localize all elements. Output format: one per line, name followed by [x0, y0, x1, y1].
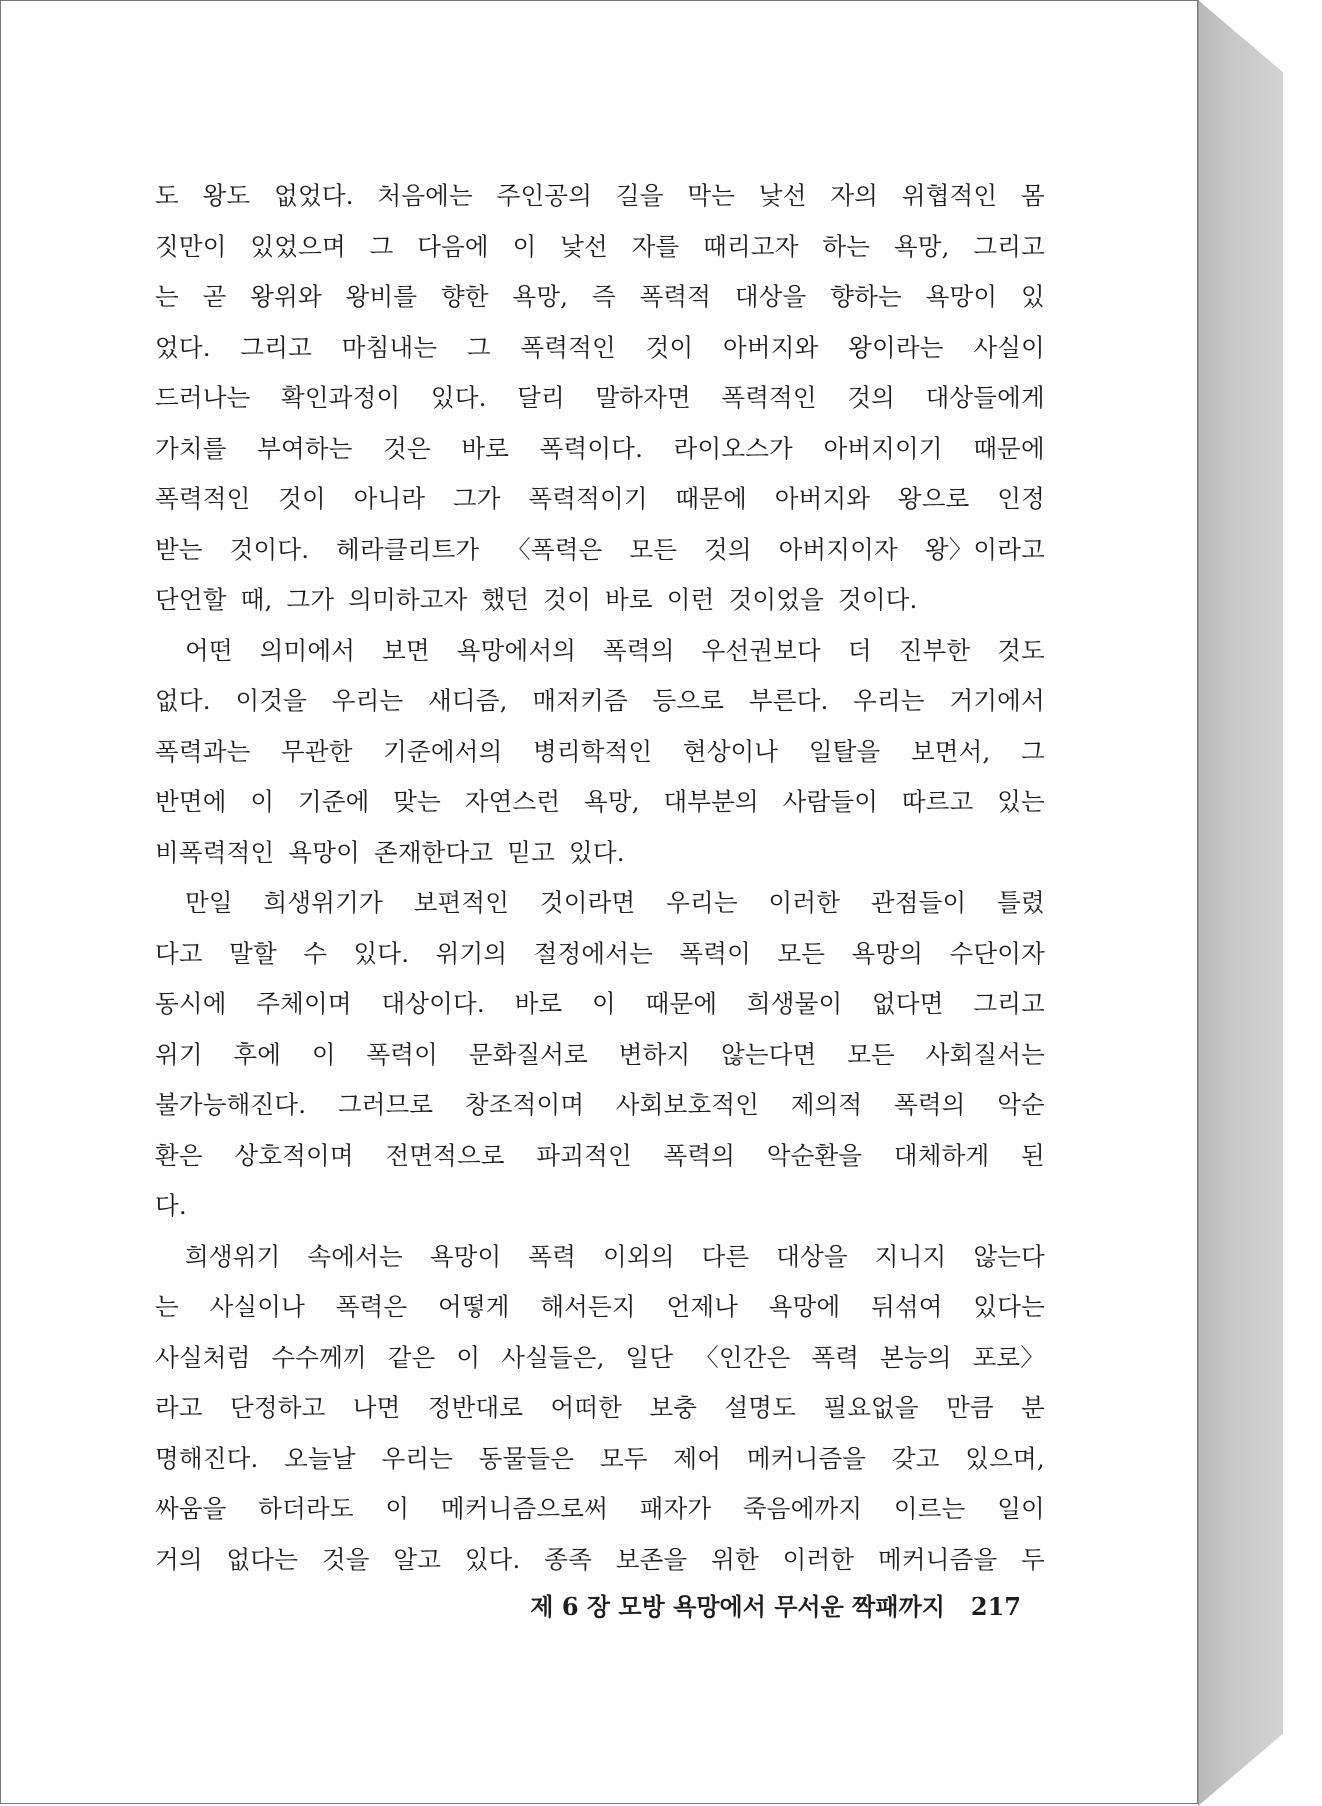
word: 현상이나 [682, 736, 779, 766]
word: 위협적인 [901, 181, 998, 210]
word: 메커니즘을 [746, 1443, 867, 1473]
word: 없었다. [274, 181, 354, 210]
word: 그리고 [973, 989, 1045, 1018]
word: 이런 [666, 585, 715, 614]
word: 하더라도 [258, 1494, 354, 1523]
word: 오늘날 [284, 1443, 356, 1473]
word: 사실들은, [501, 1342, 605, 1372]
word: 명해진다. [155, 1443, 259, 1473]
word: 〈인간은 [694, 1342, 791, 1372]
word: 헤라클리트가 [336, 534, 480, 564]
word: 메커니즘으로써 [440, 1494, 608, 1523]
word: 병리학적인 [532, 736, 653, 766]
running-head: 제 6 장 모방 욕망에서 무서운 짝패까지 [530, 1592, 945, 1621]
word: 아니라 [353, 484, 426, 513]
word: 위기의 [435, 938, 508, 968]
word: 악순 [997, 1090, 1045, 1119]
word: 틀렸 [997, 888, 1045, 917]
word: 사람들이 [782, 787, 879, 816]
word: 그 [1021, 736, 1045, 766]
word: 지니지 [874, 1241, 947, 1271]
text-line [155, 1535, 1045, 1586]
word: 보면서, [910, 736, 991, 766]
word: 자를 [631, 231, 680, 261]
word: 종족 [544, 1544, 593, 1574]
word: 왕〉이라고 [924, 534, 1045, 564]
word: 이 [311, 1039, 336, 1069]
text-line [155, 1030, 1045, 1081]
word: 다. [155, 1191, 187, 1220]
word: 필요없을 [823, 1393, 919, 1422]
word: 메커니즘을 [877, 1544, 998, 1574]
word: 그 [369, 231, 394, 261]
word: 비폭력적인 [155, 837, 275, 867]
word: 주인공의 [496, 181, 593, 210]
word: 대상들에게 [925, 383, 1045, 412]
word: 있으며, [965, 1443, 1045, 1473]
word: 동물들은 [478, 1443, 575, 1473]
word: 바로 [461, 433, 510, 463]
word: 대체하게 [893, 1140, 990, 1170]
word: 관점들이 [870, 888, 967, 917]
word: 파괴적인 [536, 1140, 632, 1170]
word: 라이오스가 [673, 433, 793, 463]
word: 받는 [155, 534, 203, 564]
word: 향한 [440, 282, 489, 311]
word: 모든 [847, 1039, 895, 1069]
word: 했던 [481, 585, 530, 614]
word: 있 [1021, 282, 1045, 311]
word: 라고 [155, 1393, 203, 1422]
text-line [155, 575, 1045, 626]
word: 폭력적이기 [528, 484, 648, 513]
word: 욕망이 [925, 282, 998, 311]
word: 동시에 [155, 989, 227, 1018]
word: 어떤 [185, 635, 233, 665]
word: 모든 [629, 534, 678, 564]
word: 것의 [847, 383, 896, 412]
text-line [155, 676, 1045, 727]
word: 일이 [997, 1494, 1045, 1523]
word: 곧 [202, 282, 227, 311]
word: 기준에 [297, 787, 370, 816]
word: 바로 [514, 989, 563, 1018]
word: 불가능해진다. [155, 1090, 307, 1119]
text-line [155, 1484, 1045, 1535]
page-footer [521, 1587, 1021, 1622]
word: 길을 [615, 181, 664, 210]
word: 다고 [155, 938, 203, 968]
word: 보존을 [615, 1544, 688, 1574]
word: 없다면 [872, 989, 944, 1018]
word: 이르는 [893, 1494, 966, 1523]
word: 폭력의 [663, 1140, 736, 1170]
word: 것을 [321, 1544, 370, 1574]
text-line [155, 1080, 1045, 1131]
word: 폭력은 [335, 1292, 408, 1321]
word: 패자가 [639, 1494, 712, 1523]
text-line [155, 373, 1045, 424]
word: 확인과정이 [280, 383, 401, 412]
word: 그리고 [973, 231, 1045, 261]
word: 있다. [353, 938, 410, 968]
word: 대상을 [776, 1241, 848, 1271]
word: 폭력적인 [520, 332, 616, 362]
word: 자연스런 [464, 787, 561, 816]
word: 대상이다. [381, 989, 485, 1018]
word: 도 [155, 181, 179, 210]
word: 달리 [517, 383, 565, 412]
word: 폭력적 [639, 282, 712, 311]
word: 사실이나 [209, 1292, 306, 1321]
word: 왕도 [202, 181, 251, 210]
word: 욕망에 [768, 1292, 841, 1321]
word: 설명도 [724, 1393, 797, 1422]
word: 이 [456, 1342, 481, 1372]
text-line [155, 727, 1045, 778]
word: 있는 [997, 787, 1045, 816]
word: 욕망에서의 [456, 635, 577, 665]
word: 폭력이 [366, 1039, 439, 1069]
word: 드러나는 [155, 383, 251, 412]
word: 욕망이 [288, 837, 360, 867]
word: 었다. [155, 332, 211, 362]
word: 단정하고 [230, 1393, 326, 1422]
word: 왕비를 [345, 282, 418, 311]
text-line [155, 929, 1045, 980]
word: 싸움을 [155, 1494, 227, 1523]
word: 된 [1021, 1140, 1045, 1170]
word: 우리는 [666, 888, 738, 917]
word: 문화질서로 [468, 1039, 589, 1069]
word: 욕망의 [851, 938, 924, 968]
text-line [155, 525, 1045, 576]
word: 의미에서 [259, 635, 356, 665]
word: 위한 [711, 1544, 759, 1574]
text-line [155, 1232, 1045, 1283]
word: 거기에서 [949, 686, 1045, 715]
word: 낯선 [758, 181, 807, 210]
word: 때리고자 [703, 231, 799, 261]
word: 있다. [569, 837, 625, 867]
word: 분 [1021, 1393, 1045, 1422]
word: 맞는 [393, 787, 442, 816]
word: 믿고 [507, 837, 556, 867]
word: 있다. [430, 383, 487, 412]
text-line [155, 878, 1045, 929]
body-text [155, 171, 1045, 1585]
word: 그 [466, 332, 491, 362]
word: 부여하는 [257, 433, 353, 463]
text-line [155, 1181, 1045, 1232]
word: 때문에 [645, 989, 718, 1018]
text-line [155, 171, 1045, 222]
word: 주체이며 [256, 989, 352, 1018]
word: 것의 [703, 534, 752, 564]
word: 이것을 [235, 686, 308, 715]
text-line [155, 979, 1045, 1030]
word: 거의 [155, 1544, 203, 1574]
word: 존재한다고 [373, 837, 494, 867]
word: 폭력이 [679, 938, 751, 968]
word: 희생물이 [746, 989, 843, 1018]
word: 아버지와 [774, 484, 871, 513]
word: 사실처럼 [155, 1342, 251, 1372]
word: 절정에서는 [533, 938, 653, 968]
word: 폭력과는 [155, 736, 251, 766]
word: 환은 [155, 1140, 203, 1170]
word: 그리고 [240, 332, 313, 362]
word: 것이라면 [539, 888, 636, 917]
word: 마침내는 [341, 332, 438, 362]
word: 욕망, [893, 231, 950, 261]
word: 사실이 [973, 332, 1045, 362]
word: 말하자면 [595, 383, 691, 412]
word: 바로 [605, 585, 653, 614]
word: 이 [592, 989, 616, 1018]
word: 인정 [997, 484, 1045, 513]
word: 우선권보다 [701, 635, 821, 665]
text-line [155, 323, 1045, 374]
word: 것이 [278, 484, 326, 513]
word: 우리는 [331, 686, 404, 715]
text-line [155, 1383, 1045, 1434]
word: 것이다. [229, 534, 310, 564]
word: 보충 [649, 1393, 698, 1422]
word: 것은 [383, 433, 431, 463]
text-line [155, 1333, 1045, 1384]
word: 우리는 [853, 686, 925, 715]
word: 향하는 [830, 282, 902, 311]
word: 사회보호적인 [615, 1090, 760, 1119]
word: 즉 [591, 282, 616, 311]
word: 몸 [1021, 181, 1045, 210]
word: 일단 [625, 1342, 674, 1372]
word: 왕이라는 [848, 332, 944, 362]
word: 보면 [382, 635, 430, 665]
word: 알고 [393, 1544, 442, 1574]
word: 등으로 [652, 686, 725, 715]
word: 자의 [830, 181, 879, 210]
word: 없다. [155, 686, 211, 715]
word: 사회질서는 [925, 1039, 1045, 1069]
word: 폭력이다. [539, 433, 644, 463]
word: 후에 [233, 1039, 282, 1069]
word: 것이 [543, 585, 592, 614]
word: 다른 [701, 1241, 750, 1271]
text-line [155, 1282, 1045, 1333]
word: 일탈을 [808, 736, 881, 766]
word: 아버지이기 [823, 433, 943, 463]
word: 는 [155, 282, 179, 311]
word: 더 [847, 635, 872, 665]
word: 뒤섞여 [871, 1292, 943, 1321]
word: 않는다 [973, 1241, 1045, 1271]
word: 제의적 [790, 1090, 863, 1119]
word: 그가 [286, 585, 335, 614]
word: 수수께끼 [271, 1342, 367, 1372]
text-line [155, 272, 1045, 323]
word: 단언할 [155, 585, 227, 614]
word: 아버지이자 [778, 534, 898, 564]
text-line [155, 1434, 1045, 1485]
word: 창조적이며 [464, 1090, 585, 1119]
word: 것이 [645, 332, 694, 362]
word: 하는 [822, 231, 871, 261]
word: 위기 [155, 1039, 203, 1069]
text-line [155, 222, 1045, 273]
word: 정반대로 [427, 1393, 524, 1422]
text-line [155, 474, 1045, 525]
word: 이 [385, 1494, 410, 1523]
word: 속에서는 [307, 1241, 403, 1271]
word: 아버지와 [723, 332, 819, 362]
word: 욕망이 [429, 1241, 502, 1271]
word: 것이다. [837, 585, 918, 614]
word: 의미하고자 [348, 585, 468, 614]
word: 폭력적인 [155, 484, 251, 513]
word: 상호적이며 [234, 1140, 354, 1170]
word: 폭력의 [893, 1090, 966, 1119]
word: 이러한 [768, 888, 841, 917]
word: 않는다면 [721, 1039, 817, 1069]
word: 가치를 [155, 433, 227, 463]
word: 어떠한 [550, 1393, 623, 1422]
word: 있다. [464, 1544, 521, 1574]
word: 희생위기 [185, 1241, 281, 1271]
word: 때, [240, 585, 273, 614]
word: 반면에 [155, 787, 227, 816]
word: 대부분의 [663, 787, 759, 816]
word: 폭력적인 [721, 383, 817, 412]
page-number: 217 [970, 1592, 1021, 1621]
word: 언제나 [666, 1292, 739, 1321]
word: 만일 [185, 888, 233, 917]
word: 수 [303, 938, 328, 968]
word: 폭력 [528, 1241, 577, 1271]
text-line [155, 828, 1045, 879]
word: 때문에 [675, 484, 748, 513]
word: 매저키즘 [532, 686, 628, 715]
word: 전면적으로 [385, 1140, 505, 1170]
word: 짓만이 [155, 231, 227, 261]
word: 는 [155, 1292, 179, 1321]
word: 폭력의 [603, 635, 675, 665]
word: 폭력 [811, 1342, 860, 1372]
word: 때문에 [973, 433, 1045, 463]
word: 막는 [687, 181, 736, 210]
word: 욕망, [583, 787, 640, 816]
word: 왕위와 [250, 282, 322, 311]
word: 〈폭력은 [506, 534, 603, 564]
word: 그가 [452, 484, 501, 513]
word: 모든 [777, 938, 826, 968]
text-line [155, 626, 1045, 677]
word: 욕망, [512, 282, 569, 311]
word: 그러므로 [337, 1090, 434, 1119]
word: 희생위기가 [263, 888, 383, 917]
word: 어떻게 [438, 1292, 510, 1321]
word: 이외의 [603, 1241, 675, 1271]
text-line [155, 777, 1045, 828]
word: 것이었을 [728, 585, 824, 614]
word: 죽음에까지 [742, 1494, 863, 1523]
word: 것도 [997, 635, 1045, 665]
word: 이 [250, 787, 275, 816]
word: 제어 [673, 1443, 722, 1473]
word: 낯선 [560, 231, 608, 261]
word: 변하지 [618, 1039, 691, 1069]
word: 왕으로 [897, 484, 970, 513]
word: 처음에는 [377, 181, 473, 210]
word: 두 [1021, 1544, 1045, 1574]
word: 다음에 [417, 231, 489, 261]
word: 이 [512, 231, 537, 261]
word: 나면 [352, 1393, 401, 1422]
word: 모두 [599, 1443, 648, 1473]
word: 말할 [229, 938, 277, 968]
book-spine [1198, 0, 1283, 1806]
word: 본능의 [880, 1342, 952, 1372]
word: 같은 [387, 1342, 436, 1372]
word: 있었으며 [250, 231, 346, 261]
word: 부른다. [748, 686, 829, 715]
word: 무관한 [280, 736, 353, 766]
word: 따르고 [901, 787, 974, 816]
word: 기준에서의 [383, 736, 503, 766]
word: 있다는 [973, 1292, 1045, 1321]
text-line [155, 1131, 1045, 1182]
word: 포로〉 [972, 1342, 1045, 1372]
word: 대상을 [734, 282, 807, 311]
text-line [155, 424, 1045, 475]
word: 새디즘, [428, 686, 508, 715]
word: 수단이자 [949, 938, 1045, 968]
word: 진부한 [898, 635, 971, 665]
word: 악순환을 [766, 1140, 863, 1170]
word: 우리는 [381, 1443, 454, 1473]
word: 없다는 [226, 1544, 299, 1574]
word: 해서든지 [540, 1292, 636, 1321]
word: 보편적인 [413, 888, 510, 917]
word: 갖고 [891, 1443, 940, 1473]
word: 이러한 [782, 1544, 855, 1574]
word: 만큼 [946, 1393, 994, 1422]
